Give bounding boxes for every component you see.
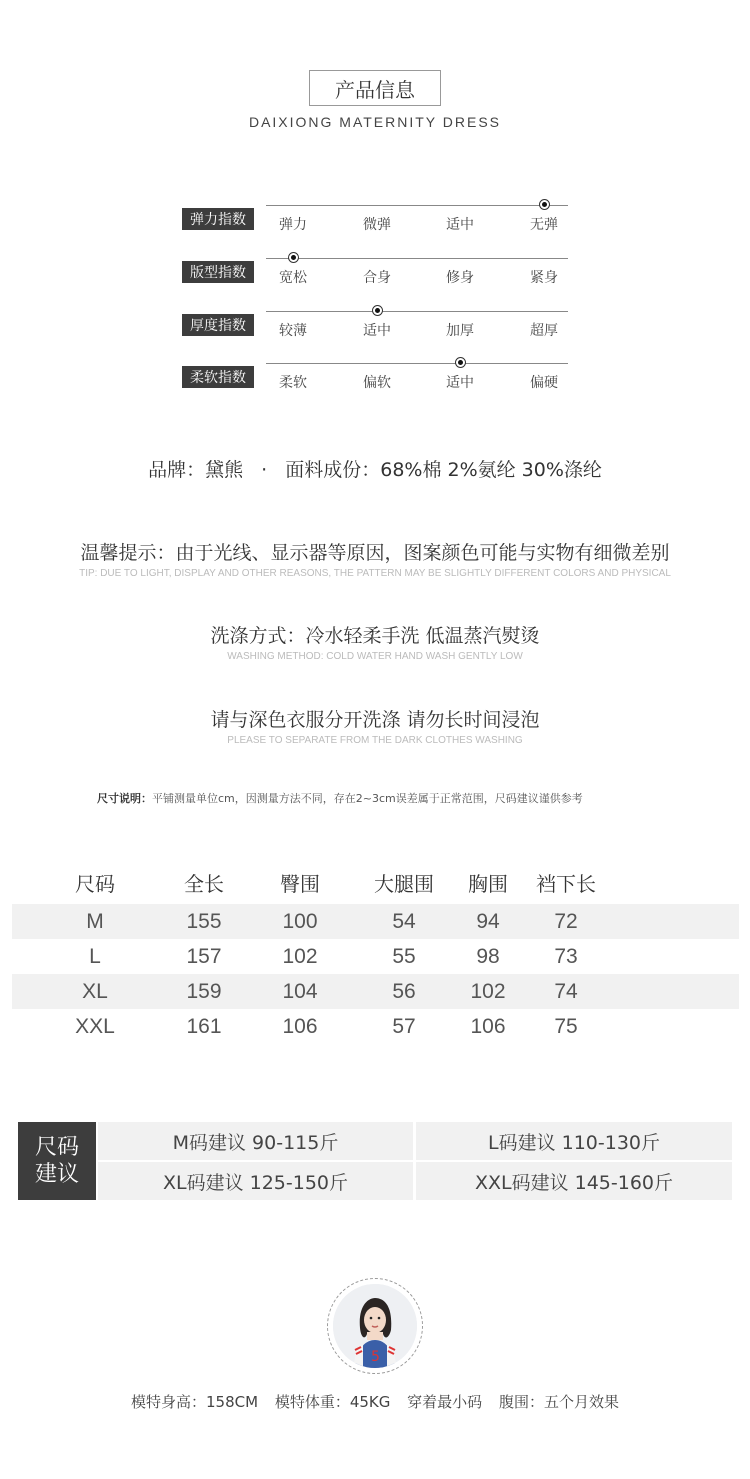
table-header-cell: 胸围 bbox=[468, 871, 508, 896]
index-option: 紧身 bbox=[530, 270, 558, 286]
model-size: 穿着最小码 bbox=[407, 1393, 483, 1411]
index-option: 适中 bbox=[363, 323, 391, 339]
table-header-row bbox=[12, 860, 739, 904]
table-cell: 157 bbox=[186, 944, 222, 968]
index-marker bbox=[455, 357, 466, 368]
table-cell: 54 bbox=[392, 909, 416, 933]
table-header-cell: 大腿围 bbox=[374, 871, 434, 896]
tip-en: WASHING METHOD: COLD WATER HAND WASH GENTLY LOW bbox=[227, 651, 523, 662]
index-option: 超厚 bbox=[530, 323, 558, 339]
table-cell: 72 bbox=[554, 909, 578, 933]
table-cell: 161 bbox=[186, 1014, 222, 1038]
page-title: 产品信息 bbox=[309, 70, 441, 106]
index-option: 微弹 bbox=[363, 217, 391, 233]
table-cell: 56 bbox=[392, 979, 416, 1003]
index-marker bbox=[288, 252, 299, 263]
table-cell: 159 bbox=[186, 979, 222, 1003]
table-cell: 104 bbox=[282, 979, 318, 1003]
table-cell: XL bbox=[82, 979, 108, 1003]
page-subtitle: DAIXIONG MATERNITY DRESS bbox=[248, 114, 502, 130]
index-option: 适中 bbox=[446, 375, 474, 391]
index-row-softness bbox=[182, 362, 582, 402]
index-option: 宽松 bbox=[279, 270, 307, 286]
separate-tip bbox=[0, 705, 750, 746]
table-header-cell: 裆下长 bbox=[536, 871, 596, 896]
size-note bbox=[97, 790, 583, 806]
table-cell: 102 bbox=[470, 979, 506, 1003]
brand-separator: · bbox=[261, 459, 268, 481]
index-row-fit bbox=[182, 257, 582, 297]
table-cell: 73 bbox=[554, 944, 578, 968]
model-avatar-ring bbox=[327, 1278, 423, 1374]
index-marker bbox=[539, 199, 550, 210]
size-note-label: 尺寸说明： bbox=[97, 792, 152, 805]
table-cell: 98 bbox=[476, 944, 500, 968]
index-option: 柔软 bbox=[279, 375, 307, 391]
table-cell: 57 bbox=[392, 1014, 416, 1038]
index-track bbox=[266, 205, 568, 206]
table-cell: M bbox=[86, 909, 104, 933]
color-tip bbox=[0, 538, 750, 579]
index-option: 合身 bbox=[363, 270, 391, 286]
model-height: 模特身高：158CM bbox=[131, 1393, 259, 1411]
suggestion-item-xxl: XXL码建议 145-160斤 bbox=[416, 1162, 732, 1200]
table-cell: 106 bbox=[470, 1014, 506, 1038]
washing-tip bbox=[0, 621, 750, 662]
index-option: 加厚 bbox=[446, 323, 474, 339]
suggestion-label-line: 尺码 bbox=[34, 1135, 79, 1160]
index-marker bbox=[372, 305, 383, 316]
index-label: 厚度指数 bbox=[182, 314, 254, 336]
index-option: 偏软 bbox=[363, 375, 391, 391]
tip-en: PLEASE TO SEPARATE FROM THE DARK CLOTHES WASHING bbox=[227, 735, 523, 746]
index-option: 无弹 bbox=[530, 217, 558, 233]
table-row bbox=[12, 1009, 739, 1044]
suggestion-item-xl: XL码建议 125-150斤 bbox=[98, 1162, 413, 1200]
size-suggestion-panel bbox=[18, 1122, 732, 1200]
table-row bbox=[12, 974, 739, 1009]
model-info bbox=[0, 1391, 750, 1412]
table-cell: 102 bbox=[282, 944, 318, 968]
fabric-text: 面料成份：68%棉 2%氨纶 30%涤纶 bbox=[285, 459, 602, 481]
index-row-elasticity bbox=[182, 204, 582, 244]
index-option: 较薄 bbox=[279, 323, 307, 339]
index-option: 修身 bbox=[446, 270, 474, 286]
index-option: 适中 bbox=[446, 217, 474, 233]
index-label: 版型指数 bbox=[182, 261, 254, 283]
index-track bbox=[266, 363, 568, 364]
table-cell: 94 bbox=[476, 909, 500, 933]
index-label: 柔软指数 bbox=[182, 366, 254, 388]
size-note-text: 平铺测量单位cm，因测量方法不同，存在2~3cm误差属于正常范围，尺码建议谨供参考 bbox=[152, 792, 583, 805]
table-header-cell: 全长 bbox=[184, 871, 224, 896]
table-cell: 100 bbox=[282, 909, 318, 933]
table-cell: XXL bbox=[75, 1014, 115, 1038]
brand-text: 品牌：黛熊 bbox=[148, 459, 244, 481]
tip-en: TIP: DUE TO LIGHT, DISPLAY AND OTHER REASONS, THE PATTERN MAY BE SLIGHTLY DIFFERENT COLORS AND PHYSICAL bbox=[79, 568, 671, 579]
suggestion-item-l: L码建议 110-130斤 bbox=[416, 1122, 732, 1160]
model-belly: 腹围：五个月效果 bbox=[498, 1393, 619, 1411]
table-header-cell: 尺码 bbox=[75, 871, 115, 896]
index-track bbox=[266, 311, 568, 312]
table-row bbox=[12, 904, 739, 939]
index-label: 弹力指数 bbox=[182, 208, 254, 230]
tip-cn: 洗涤方式：冷水轻柔手洗 低温蒸汽熨烫 bbox=[210, 625, 540, 647]
suggestion-label bbox=[18, 1122, 96, 1200]
table-cell: 75 bbox=[554, 1014, 578, 1038]
tip-cn: 温馨提示：由于光线、显示器等原因，图案颜色可能与实物有细微差别 bbox=[80, 542, 670, 564]
index-option: 偏硬 bbox=[530, 375, 558, 391]
svg-text:5: 5 bbox=[371, 1349, 380, 1365]
table-cell: 55 bbox=[392, 944, 416, 968]
table-cell: 155 bbox=[186, 909, 222, 933]
suggestion-label-line: 建议 bbox=[34, 1162, 79, 1187]
size-table bbox=[12, 860, 739, 1044]
table-cell: L bbox=[89, 944, 101, 968]
index-row-thickness bbox=[182, 310, 582, 350]
model-weight: 模特体重：45KG bbox=[274, 1393, 391, 1411]
table-cell: 74 bbox=[554, 979, 578, 1003]
index-track bbox=[266, 258, 568, 259]
table-header-cell: 臀围 bbox=[280, 871, 320, 896]
tip-cn: 请与深色衣服分开洗涤 请勿长时间浸泡 bbox=[210, 709, 540, 731]
table-row bbox=[12, 939, 739, 974]
index-option: 弹力 bbox=[279, 217, 307, 233]
suggestion-item-m: M码建议 90-115斤 bbox=[98, 1122, 413, 1160]
model-avatar bbox=[333, 1284, 417, 1368]
brand-fabric-line bbox=[0, 455, 750, 482]
model-portrait-icon bbox=[333, 1284, 417, 1368]
table-cell: 106 bbox=[282, 1014, 318, 1038]
